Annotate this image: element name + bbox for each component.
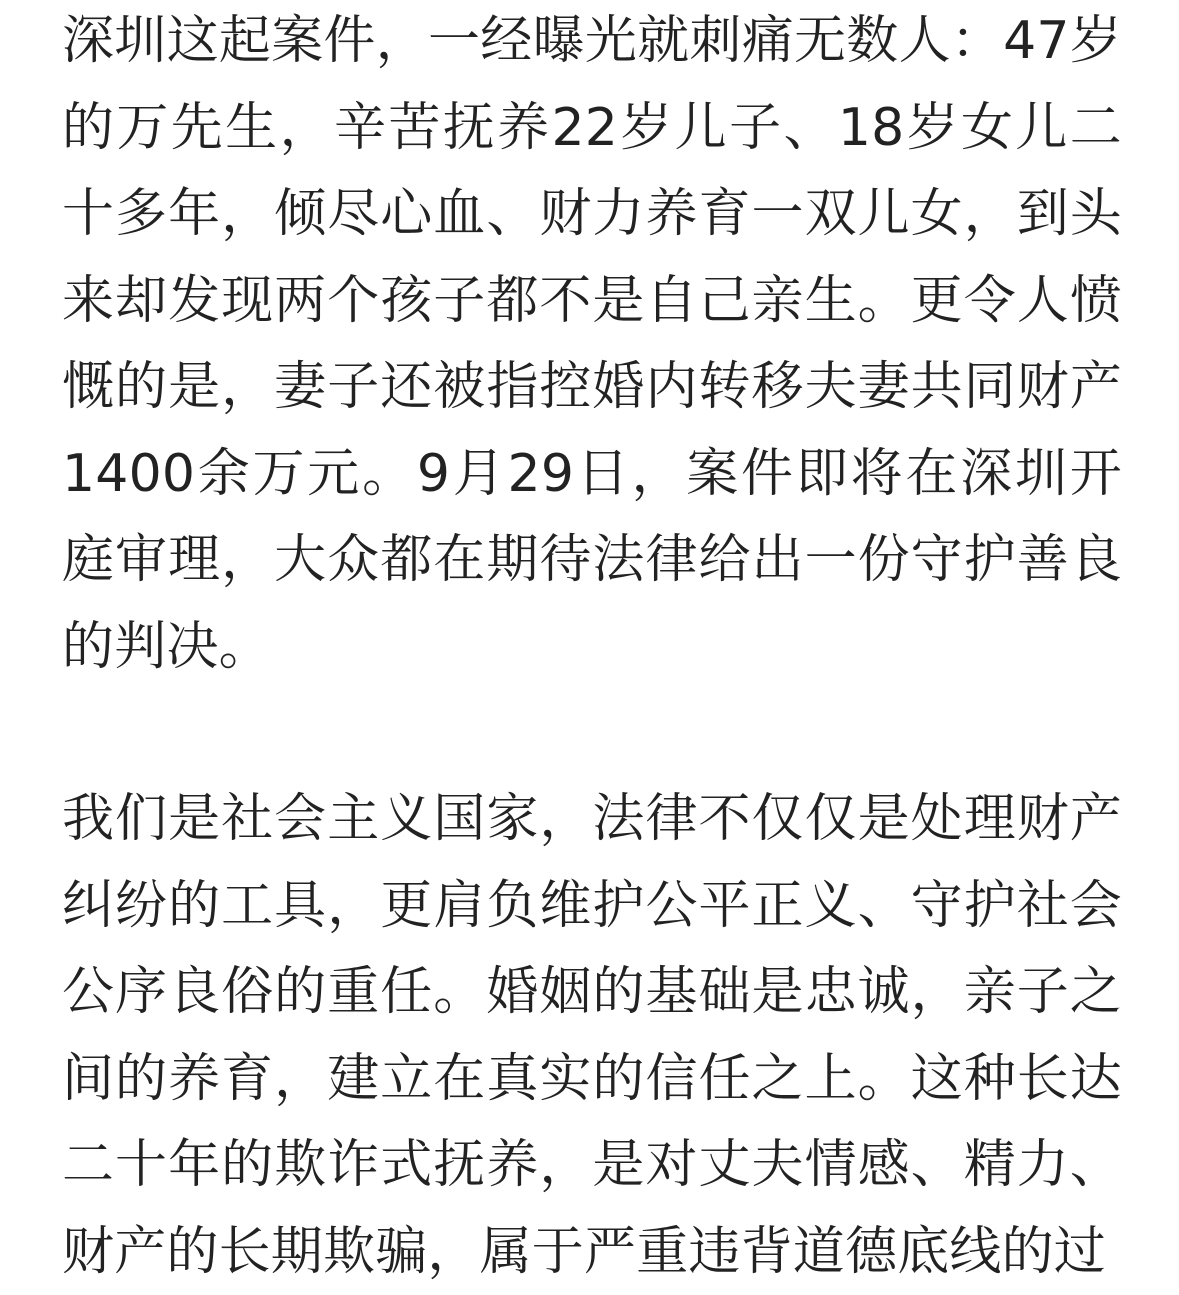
article-body <box>62 0 1122 1295</box>
article-paragraph-1: 深圳这起案件，一经曝光就刺痛无数人：47岁的万先生，辛苦抚养22岁儿子、18岁女儿二十多年，倾尽心血、财力养育一双儿女，到头来却发现两个孩子都不是自己亲生。更令人愤慨的是，妻子还被指控婚内转移夫妻共同财产1400余万元。9月29日，案件即将在深圳开庭审理，大众都在期待法律给出一份守护善良的判决。 <box>62 11 1122 677</box>
article-paragraph-2: 我们是社会主义国家，法律不仅仅是处理财产纠纷的工具，更肩负维护公平正义、守护社会公序良俗的重任。婚姻的基础是忠诚，亲子之间的养育，建立在真实的信任之上。这种长达二十年的欺诈式抚养，是对丈夫情感、精力、财产的长期欺骗，属于严重违背道德底线的过 <box>62 789 1122 1282</box>
